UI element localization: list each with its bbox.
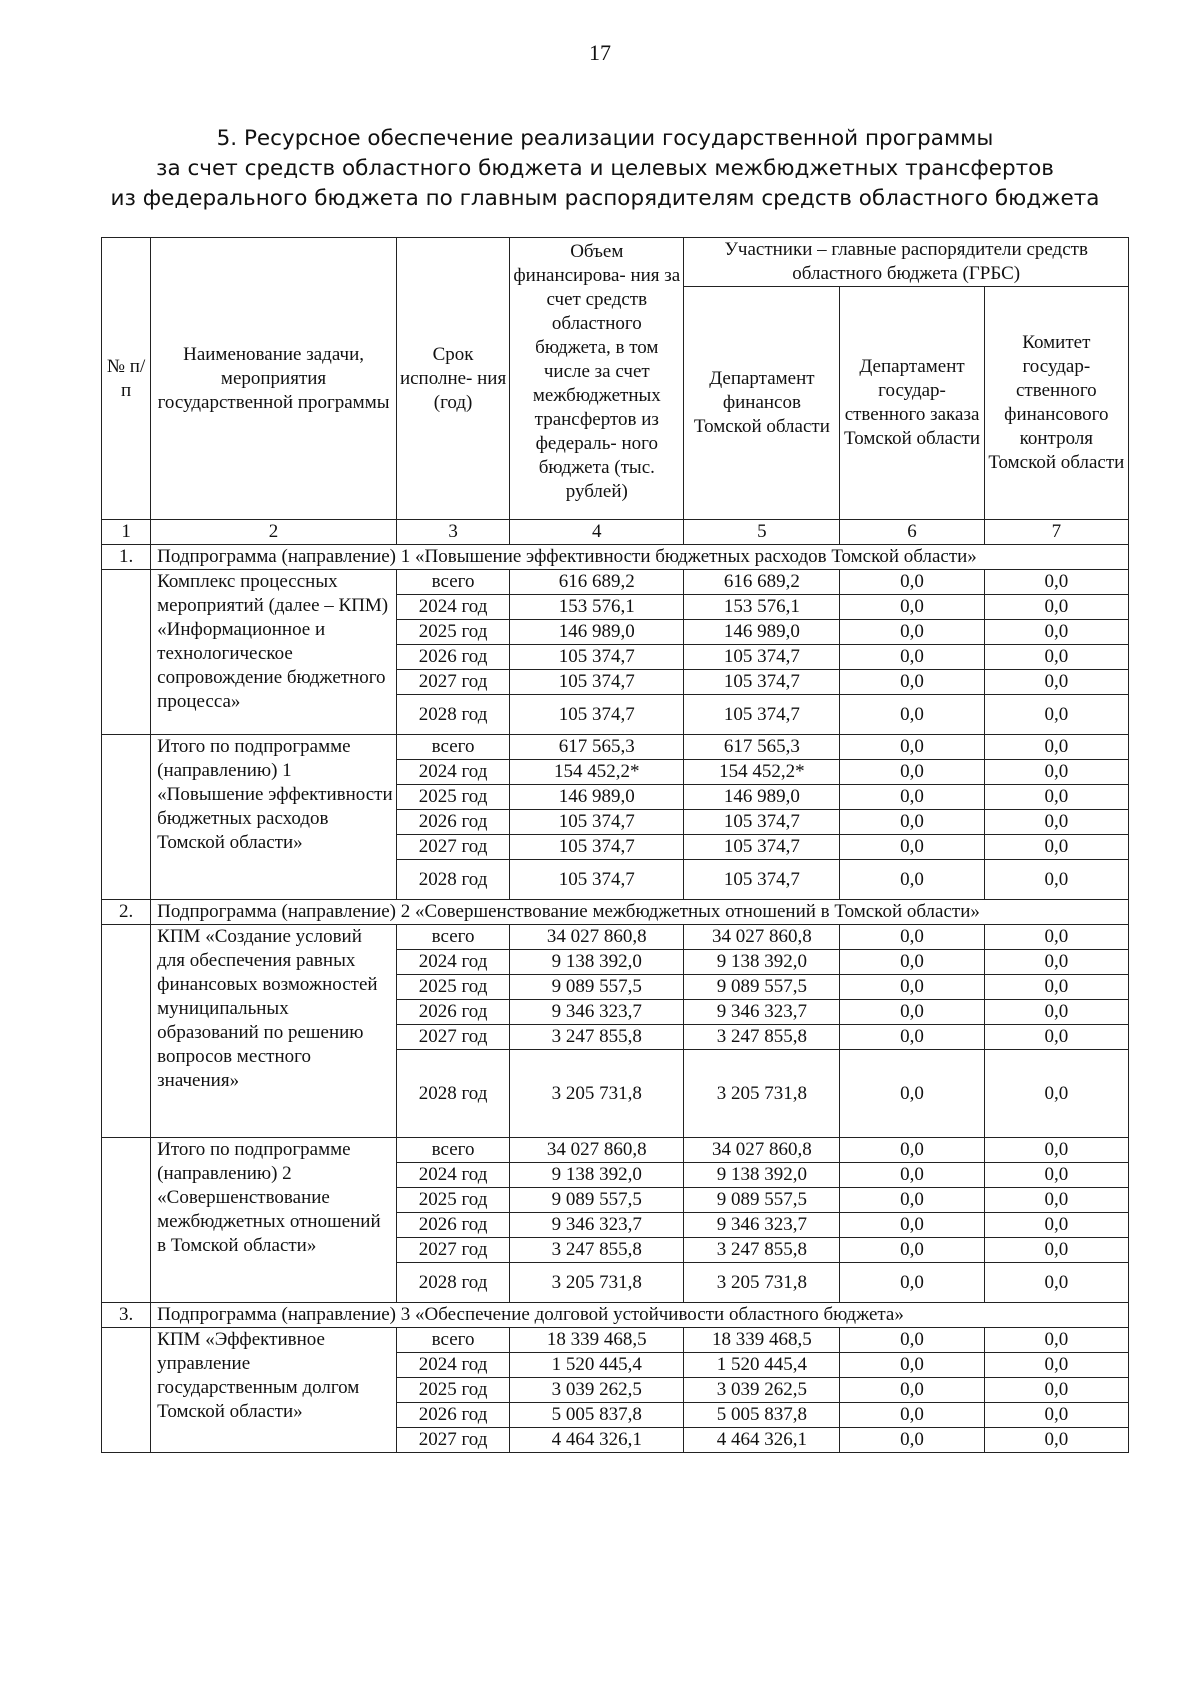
term-cell: 2024 год: [396, 1163, 509, 1188]
section-number: 2.: [102, 900, 151, 925]
volume-cell: 1 520 445,4: [510, 1353, 684, 1378]
dept-finance-cell: 34 027 860,8: [684, 1138, 840, 1163]
term-cell: 2028 год: [396, 1050, 509, 1138]
control-committee-cell: 0,0: [984, 835, 1128, 860]
term-cell: 2026 год: [396, 810, 509, 835]
dept-finance-cell: 9 089 557,5: [684, 975, 840, 1000]
control-committee-cell: 0,0: [984, 760, 1128, 785]
volume-cell: 154 452,2*: [510, 760, 684, 785]
dept-finance-cell: 105 374,7: [684, 835, 840, 860]
dept-procurement-cell: 0,0: [840, 760, 984, 785]
term-cell: 2025 год: [396, 975, 509, 1000]
blank-num-cell: [102, 735, 151, 900]
dept-finance-cell: 3 039 262,5: [684, 1378, 840, 1403]
term-cell: 2024 год: [396, 760, 509, 785]
resource-table: [101, 237, 1129, 1453]
term-cell: всего: [396, 1328, 509, 1353]
term-cell: 2024 год: [396, 1353, 509, 1378]
heading-line-2: за счет средств областного бюджета и целевых межбюджетных трансфертов: [156, 156, 1054, 181]
volume-cell: 105 374,7: [510, 835, 684, 860]
dept-procurement-cell: 0,0: [840, 1263, 984, 1303]
term-cell: 2024 год: [396, 595, 509, 620]
activity-name: Итого по подпрограмме (направлению) 1 «Повышение эффективности бюджетных расходов Томской области»: [151, 735, 397, 900]
section-number: 1.: [102, 545, 151, 570]
dept-finance-cell: 105 374,7: [684, 810, 840, 835]
dept-finance-cell: 617 565,3: [684, 735, 840, 760]
control-committee-cell: 0,0: [984, 1238, 1128, 1263]
term-cell: 2027 год: [396, 835, 509, 860]
header-col7: Комитет государ- ственного финансового контроля Томской области: [984, 287, 1128, 520]
dept-finance-cell: 105 374,7: [684, 860, 840, 900]
blank-num-cell: [102, 925, 151, 1138]
dept-finance-cell: 3 247 855,8: [684, 1025, 840, 1050]
dept-procurement-cell: 0,0: [840, 1378, 984, 1403]
section-title: Подпрограмма (направление) 1 «Повышение эффективности бюджетных расходов Томской области»: [151, 545, 1129, 570]
term-cell: 2026 год: [396, 645, 509, 670]
volume-cell: 617 565,3: [510, 735, 684, 760]
volume-cell: 105 374,7: [510, 670, 684, 695]
dept-finance-cell: 9 346 323,7: [684, 1213, 840, 1238]
volume-cell: 616 689,2: [510, 570, 684, 595]
column-number: 1: [102, 520, 151, 545]
dept-procurement-cell: 0,0: [840, 1000, 984, 1025]
table-body: [102, 545, 1129, 1453]
volume-cell: 9 089 557,5: [510, 1188, 684, 1213]
header-num: № п/п: [102, 238, 151, 520]
dept-finance-cell: 3 205 731,8: [684, 1050, 840, 1138]
dept-procurement-cell: 0,0: [840, 1328, 984, 1353]
volume-cell: 105 374,7: [510, 860, 684, 900]
term-cell: всего: [396, 1138, 509, 1163]
term-cell: 2028 год: [396, 695, 509, 735]
control-committee-cell: 0,0: [984, 1428, 1128, 1453]
control-committee-cell: 0,0: [984, 975, 1128, 1000]
section-row: [102, 545, 1129, 570]
term-cell: всего: [396, 735, 509, 760]
control-committee-cell: 0,0: [984, 1188, 1128, 1213]
section-title: Подпрограмма (направление) 2 «Совершенствование межбюджетных отношений в Томской области»: [151, 900, 1129, 925]
control-committee-cell: 0,0: [984, 1138, 1128, 1163]
control-committee-cell: 0,0: [984, 1163, 1128, 1188]
volume-cell: 34 027 860,8: [510, 925, 684, 950]
dept-procurement-cell: 0,0: [840, 1428, 984, 1453]
volume-cell: 3 247 855,8: [510, 1025, 684, 1050]
column-number: 2: [151, 520, 397, 545]
volume-cell: 9 138 392,0: [510, 1163, 684, 1188]
section-number: 3.: [102, 1303, 151, 1328]
dept-procurement-cell: 0,0: [840, 860, 984, 900]
dept-finance-cell: 9 138 392,0: [684, 950, 840, 975]
section-heading: [0, 124, 1200, 214]
dept-procurement-cell: 0,0: [840, 1050, 984, 1138]
control-committee-cell: 0,0: [984, 1050, 1128, 1138]
volume-cell: 105 374,7: [510, 695, 684, 735]
dept-procurement-cell: 0,0: [840, 1025, 984, 1050]
dept-procurement-cell: 0,0: [840, 620, 984, 645]
column-number: 3: [396, 520, 509, 545]
control-committee-cell: 0,0: [984, 695, 1128, 735]
dept-procurement-cell: 0,0: [840, 1238, 984, 1263]
heading-line-3: из федерального бюджета по главным распорядителям средств областного бюджета: [110, 186, 1100, 211]
control-committee-cell: 0,0: [984, 620, 1128, 645]
volume-cell: 105 374,7: [510, 645, 684, 670]
table-row: [102, 735, 1129, 760]
dept-procurement-cell: 0,0: [840, 645, 984, 670]
control-committee-cell: 0,0: [984, 570, 1128, 595]
blank-num-cell: [102, 1138, 151, 1303]
volume-cell: 3 205 731,8: [510, 1050, 684, 1138]
table-row: [102, 925, 1129, 950]
dept-finance-cell: 154 452,2*: [684, 760, 840, 785]
activity-name: Комплекс процессных мероприятий (далее – КПМ) «Информационное и технологическое сопровождение бюджетного процесса»: [151, 570, 397, 735]
term-cell: 2028 год: [396, 860, 509, 900]
control-committee-cell: 0,0: [984, 1378, 1128, 1403]
volume-cell: 5 005 837,8: [510, 1403, 684, 1428]
header-col6: Департамент государ- ственного заказа Томской области: [840, 287, 984, 520]
dept-procurement-cell: 0,0: [840, 1163, 984, 1188]
dept-procurement-cell: 0,0: [840, 735, 984, 760]
control-committee-cell: 0,0: [984, 1353, 1128, 1378]
activity-name: Итого по подпрограмме (направлению) 2 «Совершенствование межбюджетных отношений в Томской области»: [151, 1138, 397, 1303]
term-cell: 2024 год: [396, 950, 509, 975]
column-number: 4: [510, 520, 684, 545]
term-cell: 2025 год: [396, 1378, 509, 1403]
term-cell: 2027 год: [396, 670, 509, 695]
volume-cell: 4 464 326,1: [510, 1428, 684, 1453]
control-committee-cell: 0,0: [984, 670, 1128, 695]
blank-num-cell: [102, 570, 151, 735]
volume-cell: 153 576,1: [510, 595, 684, 620]
dept-procurement-cell: 0,0: [840, 785, 984, 810]
control-committee-cell: 0,0: [984, 1025, 1128, 1050]
term-cell: 2025 год: [396, 785, 509, 810]
dept-finance-cell: 153 576,1: [684, 595, 840, 620]
header-name: Наименование задачи, мероприятия государственной программы: [151, 238, 397, 520]
header-col5: Департамент финансов Томской области: [684, 287, 840, 520]
dept-finance-cell: 1 520 445,4: [684, 1353, 840, 1378]
dept-procurement-cell: 0,0: [840, 925, 984, 950]
dept-procurement-cell: 0,0: [840, 595, 984, 620]
header-term: Срок исполне- ния (год): [396, 238, 509, 520]
page-number: 17: [589, 40, 611, 65]
blank-num-cell: [102, 1328, 151, 1453]
volume-cell: 3 247 855,8: [510, 1238, 684, 1263]
volume-cell: 9 089 557,5: [510, 975, 684, 1000]
dept-procurement-cell: 0,0: [840, 810, 984, 835]
term-cell: 2026 год: [396, 1403, 509, 1428]
volume-cell: 146 989,0: [510, 785, 684, 810]
column-number: 6: [840, 520, 984, 545]
dept-procurement-cell: 0,0: [840, 1188, 984, 1213]
control-committee-cell: 0,0: [984, 1403, 1128, 1428]
table-row: [102, 1328, 1129, 1353]
header-participants: Участники – главные распорядители средств областного бюджета (ГРБС): [684, 238, 1129, 287]
term-cell: 2025 год: [396, 620, 509, 645]
column-number: 5: [684, 520, 840, 545]
control-committee-cell: 0,0: [984, 1000, 1128, 1025]
activity-name: КПМ «Эффективное управление государственным долгом Томской области»: [151, 1328, 397, 1453]
header-volume: Объем финансирова- ния за счет средств областного бюджета, в том числе за счет межбюджетных трансфертов из федераль- ного бюджета (тыс. рублей): [510, 238, 684, 520]
volume-cell: 9 346 323,7: [510, 1213, 684, 1238]
dept-procurement-cell: 0,0: [840, 1353, 984, 1378]
control-committee-cell: 0,0: [984, 925, 1128, 950]
dept-finance-cell: 18 339 468,5: [684, 1328, 840, 1353]
control-committee-cell: 0,0: [984, 1328, 1128, 1353]
term-cell: 2027 год: [396, 1238, 509, 1263]
dept-procurement-cell: 0,0: [840, 1213, 984, 1238]
dept-finance-cell: 105 374,7: [684, 670, 840, 695]
term-cell: 2027 год: [396, 1428, 509, 1453]
heading-line-1: 5. Ресурсное обеспечение реализации государственной программы: [216, 126, 994, 151]
volume-cell: 18 339 468,5: [510, 1328, 684, 1353]
table-row: [102, 1138, 1129, 1163]
section-row: [102, 900, 1129, 925]
dept-finance-cell: 105 374,7: [684, 695, 840, 735]
control-committee-cell: 0,0: [984, 1263, 1128, 1303]
term-cell: 2026 год: [396, 1000, 509, 1025]
dept-finance-cell: 34 027 860,8: [684, 925, 840, 950]
term-cell: всего: [396, 570, 509, 595]
volume-cell: 3 039 262,5: [510, 1378, 684, 1403]
control-committee-cell: 0,0: [984, 860, 1128, 900]
term-cell: 2026 год: [396, 1213, 509, 1238]
dept-finance-cell: 9 346 323,7: [684, 1000, 840, 1025]
dept-procurement-cell: 0,0: [840, 570, 984, 595]
dept-procurement-cell: 0,0: [840, 950, 984, 975]
dept-procurement-cell: 0,0: [840, 835, 984, 860]
control-committee-cell: 0,0: [984, 1213, 1128, 1238]
volume-cell: 146 989,0: [510, 620, 684, 645]
control-committee-cell: 0,0: [984, 595, 1128, 620]
section-row: [102, 1303, 1129, 1328]
activity-name: КПМ «Создание условий для обеспечения равных финансовых возможностей муниципальных образований по решению вопросов местного значения»: [151, 925, 397, 1138]
dept-finance-cell: 3 205 731,8: [684, 1263, 840, 1303]
table-row: [102, 570, 1129, 595]
dept-finance-cell: 4 464 326,1: [684, 1428, 840, 1453]
volume-cell: 34 027 860,8: [510, 1138, 684, 1163]
volume-cell: 9 346 323,7: [510, 1000, 684, 1025]
dept-procurement-cell: 0,0: [840, 1403, 984, 1428]
control-committee-cell: 0,0: [984, 735, 1128, 760]
dept-procurement-cell: 0,0: [840, 1138, 984, 1163]
term-cell: 2028 год: [396, 1263, 509, 1303]
dept-finance-cell: 3 247 855,8: [684, 1238, 840, 1263]
section-title: Подпрограмма (направление) 3 «Обеспечение долговой устойчивости областного бюджета»: [151, 1303, 1129, 1328]
column-number: 7: [984, 520, 1128, 545]
term-cell: всего: [396, 925, 509, 950]
term-cell: 2027 год: [396, 1025, 509, 1050]
volume-cell: 3 205 731,8: [510, 1263, 684, 1303]
dept-finance-cell: 146 989,0: [684, 620, 840, 645]
dept-finance-cell: 5 005 837,8: [684, 1403, 840, 1428]
control-committee-cell: 0,0: [984, 810, 1128, 835]
dept-procurement-cell: 0,0: [840, 975, 984, 1000]
dept-procurement-cell: 0,0: [840, 670, 984, 695]
volume-cell: 105 374,7: [510, 810, 684, 835]
term-cell: 2025 год: [396, 1188, 509, 1213]
dept-finance-cell: 146 989,0: [684, 785, 840, 810]
volume-cell: 9 138 392,0: [510, 950, 684, 975]
dept-finance-cell: 105 374,7: [684, 645, 840, 670]
dept-finance-cell: 9 138 392,0: [684, 1163, 840, 1188]
control-committee-cell: 0,0: [984, 950, 1128, 975]
dept-finance-cell: 9 089 557,5: [684, 1188, 840, 1213]
dept-finance-cell: 616 689,2: [684, 570, 840, 595]
dept-procurement-cell: 0,0: [840, 695, 984, 735]
control-committee-cell: 0,0: [984, 645, 1128, 670]
control-committee-cell: 0,0: [984, 785, 1128, 810]
